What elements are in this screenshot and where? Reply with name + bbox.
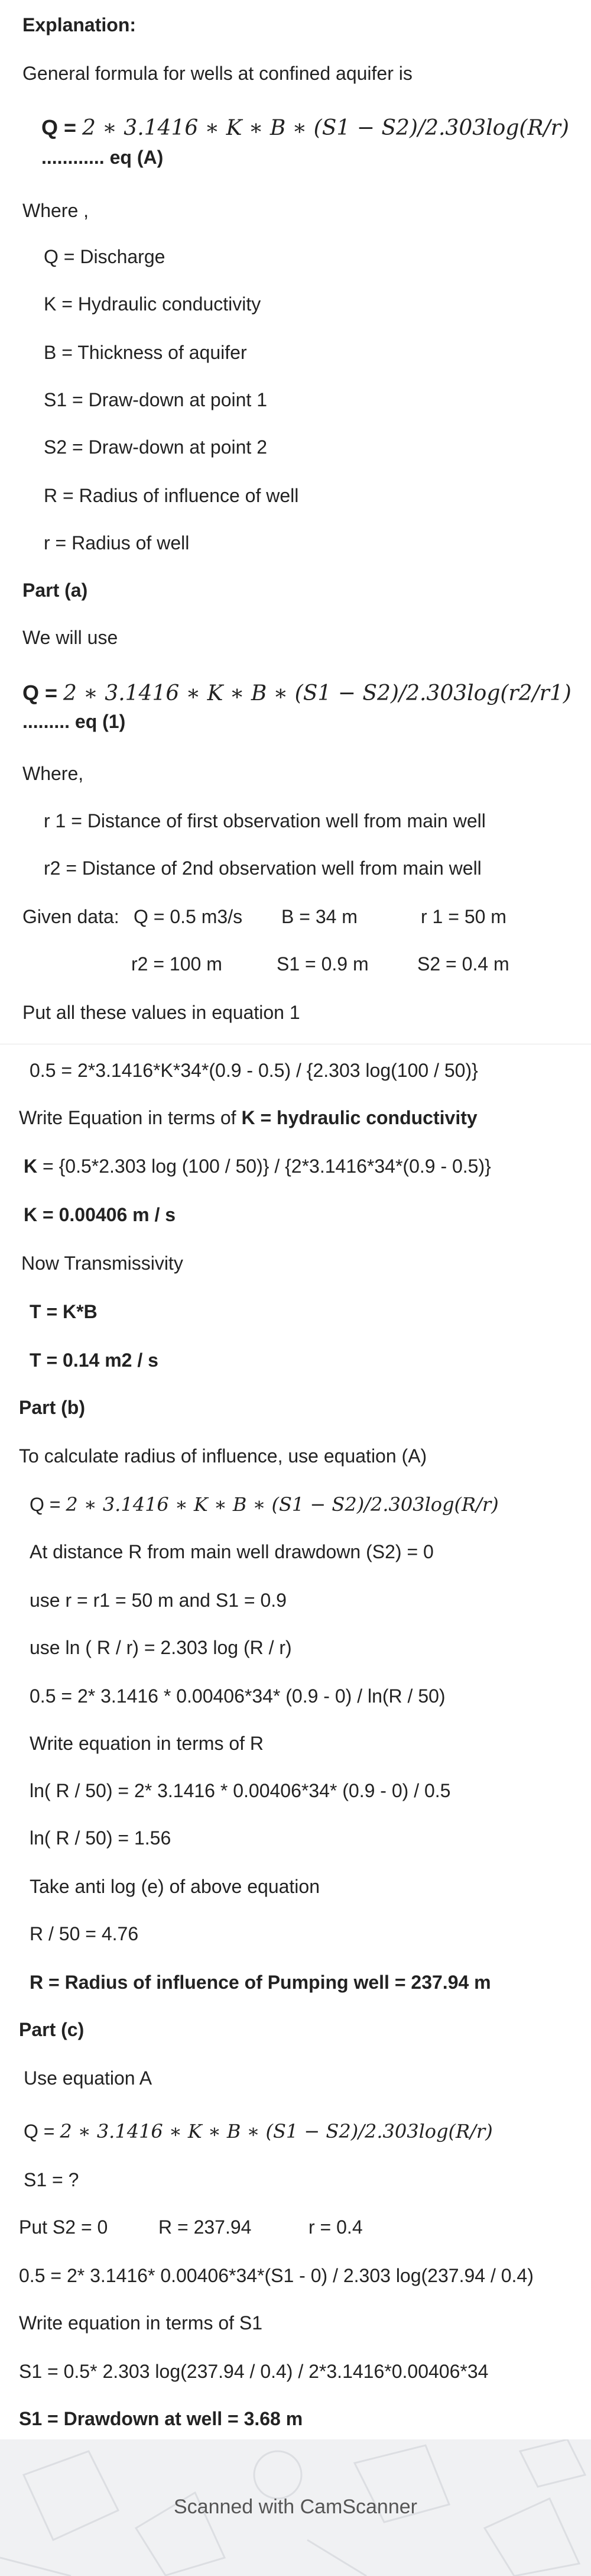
given-label: Given data: [22, 906, 119, 927]
equation-b-prefix: Q = [30, 1494, 66, 1515]
equation-1-prefix: Q = [22, 681, 64, 705]
part-b-line: Take anti log (e) of above equation [30, 1876, 320, 1897]
def-item: S2 = Draw-down at point 2 [44, 436, 267, 458]
def-r2: r2 = Distance of 2nd observation well from main well [44, 857, 482, 879]
equation-1-math: 2 ∗ 3.1416 ∗ K ∗ B ∗ (S1 − S2)/2.303log(r2/r1) [63, 681, 571, 706]
explanation-title: Explanation: [22, 14, 137, 35]
part-b-heading: Part (b) [19, 1397, 85, 1418]
put-r: r = 0.4 [309, 2216, 363, 2238]
substitution-a: 0.5 = 2*3.1416*K*34*(0.9 - 0.5) / {2.303 log(100 / 50)} [30, 1060, 478, 1081]
calc-radius-text: To calculate radius of influence, use equation (A) [19, 1445, 427, 1467]
substitution-c: 0.5 = 2* 3.1416* 0.00406*34*(S1 - 0) / 2.303 log(237.94 / 0.4) [19, 2265, 534, 2286]
part-b-line: At distance R from main well drawdown (S2) = 0 [30, 1541, 434, 1562]
intro-text: General formula for wells at confined aquifer is [22, 63, 413, 84]
given-B: B = 34 m [281, 906, 358, 927]
write-K-instruction [19, 1106, 478, 1130]
def-item: R = Radius of influence of well [44, 485, 299, 506]
we-will-use: We will use [22, 627, 118, 648]
part-b-line: ln( R / 50) = 1.56 [30, 1827, 171, 1849]
T-result: T = 0.14 m2 / s [30, 1350, 158, 1371]
write-S1-instruction: Write equation in terms of S1 [19, 2312, 263, 2334]
part-b-line: 0.5 = 2* 3.1416 * 0.00406*34* (0.9 - 0) / ln(R / 50) [30, 1685, 446, 1707]
camscanner-footer [0, 2439, 591, 2576]
part-b-line: use r = r1 = 50 m and S1 = 0.9 [30, 1590, 287, 1611]
equation-a-prefix: Q = [41, 115, 83, 140]
part-b-line: ln( R / 50) = 2* 3.1416 * 0.00406*34* (0.9 - 0) / 0.5 [30, 1780, 451, 1801]
equation-a-tag: ............ eq (A) [41, 147, 164, 168]
given-S2: S2 = 0.4 m [417, 953, 509, 975]
equation-a-math: 2 ∗ 3.1416 ∗ K ∗ B ∗ (S1 − S2)/2.303log(R/r) [82, 116, 569, 140]
equation-c-math: 2 ∗ 3.1416 ∗ K ∗ B ∗ (S1 − S2)/2.303log(R/r) [60, 2120, 493, 2143]
equation-b [30, 1493, 499, 1516]
K-result: K = 0.00406 m / s [24, 1204, 176, 1225]
now-transmissivity: Now Transmissivity [21, 1253, 183, 1274]
equation-1 [22, 681, 571, 706]
equation-1-tag: ......... eq (1) [22, 711, 126, 732]
part-b-line: Write equation in terms of R [30, 1733, 264, 1754]
K-expression [24, 1154, 491, 1178]
S1-unknown: S1 = ? [24, 2169, 79, 2190]
def-item: r = Radius of well [44, 532, 190, 554]
K-expression-symbol: K [24, 1156, 38, 1177]
K-expression-rest: = {0.5*2.303 log (100 / 50)} / {2*3.1416*34*(0.9 - 0.5)} [37, 1156, 491, 1177]
def-item: B = Thickness of aquifer [44, 342, 247, 363]
use-equation-A: Use equation A [24, 2067, 152, 2089]
equation-c-prefix: Q = [24, 2121, 60, 2142]
equation-b-math: 2 ∗ 3.1416 ∗ K ∗ B ∗ (S1 − S2)/2.303log(R/r) [66, 1493, 499, 1516]
R-result: R = Radius of influence of Pumping well = 237.94 m [30, 1972, 491, 1993]
S1-expression: S1 = 0.5* 2.303 log(237.94 / 0.4) / 2*3.1416*0.00406*34 [19, 2361, 489, 2382]
equation-c [24, 2119, 493, 2143]
where-label: Where , [22, 200, 89, 221]
given-r2: r2 = 100 m [131, 953, 222, 975]
part-b-line: use ln ( R / r) = 2.303 log (R / r) [30, 1637, 292, 1658]
def-r1: r 1 = Distance of first observation well from main well [44, 810, 486, 831]
put-S2: Put S2 = 0 [19, 2216, 108, 2238]
def-item: K = Hydraulic conductivity [44, 293, 261, 315]
given-S1: S1 = 0.9 m [277, 953, 369, 975]
write-K-bold: K = hydraulic conductivity [241, 1107, 478, 1128]
def-item: S1 = Draw-down at point 1 [44, 389, 267, 410]
part-b-line: R / 50 = 4.76 [30, 1923, 139, 1944]
write-K-prefix: Write Equation in terms of [19, 1107, 242, 1128]
def-item: Q = Discharge [44, 246, 165, 267]
given-r1: r 1 = 50 m [421, 906, 506, 927]
scanned-with-camscanner: Scanned with CamScanner [173, 2496, 417, 2518]
put-values-text: Put all these values in equation 1 [22, 1002, 300, 1023]
T-formula: T = K*B [30, 1301, 98, 1322]
S1-result: S1 = Drawdown at well = 3.68 m [19, 2408, 303, 2429]
part-a-heading: Part (a) [22, 580, 88, 601]
given-Q: Q = 0.5 m3/s [134, 906, 243, 927]
equation-a [41, 116, 569, 140]
part-c-heading: Part (c) [19, 2019, 85, 2040]
where-label-2: Where, [22, 763, 84, 784]
put-R: R = 237.94 [158, 2216, 252, 2238]
